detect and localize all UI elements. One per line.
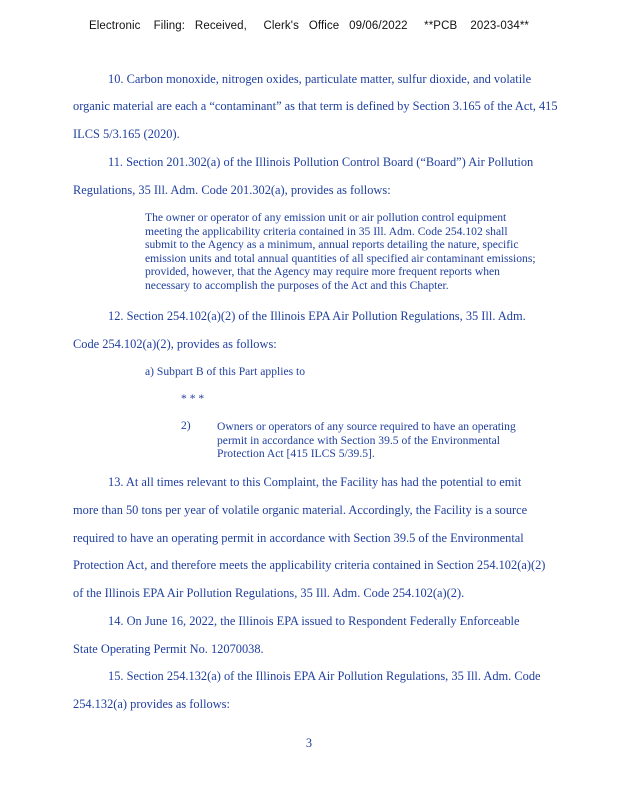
paragraph-10-line-1: 10. Carbon monoxide, nitrogen oxides, particulate matter, sulfur dioxide, and volatile	[108, 72, 532, 86]
paragraph-11-line-2: Regulations, 35 Ill. Adm. Code 201.302(a), provides as follows:	[73, 183, 391, 197]
item-2-line: Protection Act [415 ILCS 5/39.5].	[217, 447, 375, 461]
paragraph-15-line-2: 254.132(a) provides as follows:	[73, 697, 230, 711]
paragraph-13-line-4: Protection Act, and therefore meets the applicability criteria contained in Section 254.102(a)(2)	[73, 558, 546, 572]
paragraph-13-line-5: of the Illinois EPA Air Pollution Regulations, 35 Ill. Adm. Code 254.102(a)(2).	[73, 586, 465, 600]
paragraph-10-line-3: ILCS 5/3.165 (2020).	[73, 127, 180, 141]
quote-line: necessary to accomplish the purposes of the Act and this Chapter.	[145, 278, 449, 292]
paragraph-13-line-1: 13. At all times relevant to this Complaint, the Facility has had the potential to emit	[108, 475, 522, 489]
item-2-number: 2)	[181, 419, 191, 432]
block-quote-201-302	[145, 211, 607, 293]
item-2-line: permit in accordance with Section 39.5 of the Environmental	[217, 433, 500, 447]
item-2-line: Owners or operators of any source required to have an operating	[217, 420, 516, 433]
quote-line: submit to the Agency as a minimum, annual reports detailing the nature, specific	[145, 238, 519, 252]
quote-line: meeting the applicability criteria contained in 35 Ill. Adm. Code 254.102 shall	[145, 224, 508, 238]
paragraph-10-line-2: organic material are each a “contaminant” as that term is defined by Section 3.165 of the Act, 415	[73, 99, 558, 113]
paragraph-11-line-1: 11. Section 201.302(a) of the Illinois Pollution Control Board (“Board”) Air Pollution	[108, 155, 534, 169]
paragraph-15-line-1: 15. Section 254.132(a) of the Illinois EPA Air Pollution Regulations, 35 Ill. Adm. Code	[108, 669, 541, 683]
item-2-text	[217, 420, 516, 461]
paragraph-13-line-2: more than 50 tons per year of volatile organic material. Accordingly, the Facility is a source	[73, 503, 528, 517]
paragraph-12-line-1: 12. Section 254.102(a)(2) of the Illinois EPA Air Pollution Regulations, 35 Ill. Adm.	[108, 309, 526, 323]
quote-line: emission units and total annual quantities of all specified air contaminant emissions;	[145, 251, 536, 265]
ellipsis-stars: * * *	[181, 392, 205, 405]
paragraph-12-line-2: Code 254.102(a)(2), provides as follows:	[73, 337, 277, 351]
quote-line: provided, however, that the Agency may require more frequent reports when	[145, 265, 500, 279]
paragraph-14-line-2: State Operating Permit No. 12070038.	[73, 642, 264, 656]
page-number: 3	[305, 736, 313, 750]
subpart-b-clause: a) Subpart B of this Part applies to	[145, 365, 306, 378]
paragraph-13-line-3: required to have an operating permit in accordance with Section 39.5 of the Environmental	[73, 531, 524, 545]
filing-header: Electronic Filing: Received, Clerk's Office 09/06/2022 **PCB 2023-034**	[89, 20, 529, 32]
quote-line: The owner or operator of any emission unit or air pollution control equipment	[145, 211, 507, 224]
paragraph-14-line-1: 14. On June 16, 2022, the Illinois EPA issued to Respondent Federally Enforceable	[108, 614, 520, 628]
